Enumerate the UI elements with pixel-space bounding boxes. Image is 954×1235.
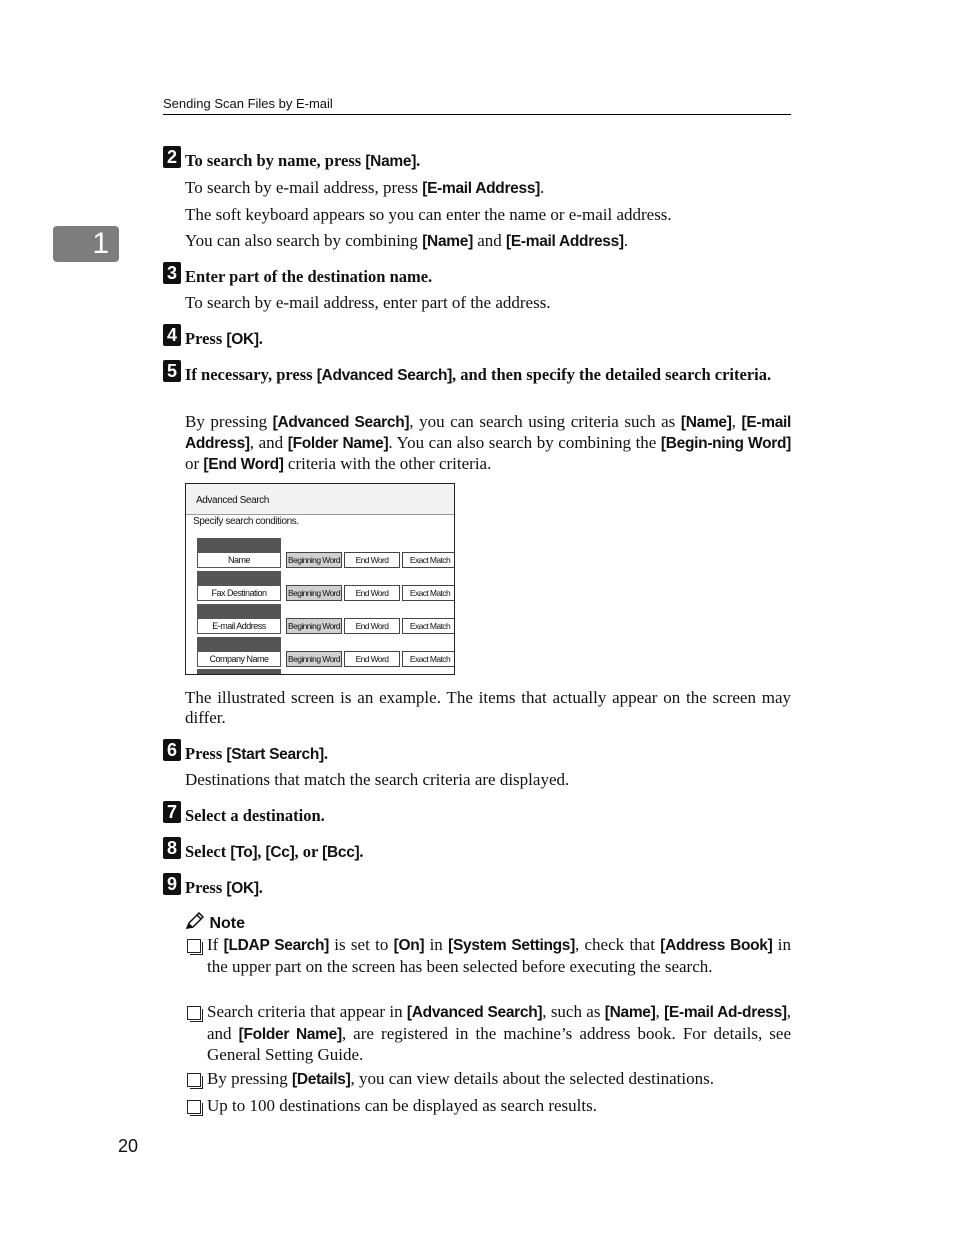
criteria-row (197, 604, 455, 634)
exact-match-button: Exact Match (402, 552, 455, 568)
note-item: If [LDAP Search] is set to [On] in [System Settings], check that [Address Book] in the upper part on the screen has been selected before executing the search. (207, 935, 791, 976)
field-button: Company Name (197, 651, 281, 667)
checkbox-bullet (187, 1006, 201, 1020)
beginning-word-button: Beginning Word (286, 585, 342, 601)
note-item: By pressing [Details], you can view details about the selected destinations. (207, 1069, 714, 1088)
checkbox-bullet (187, 1100, 201, 1114)
step-heading: Press [OK]. (185, 878, 263, 897)
step-number: 7 (163, 801, 181, 823)
step-number: 5 (163, 360, 181, 382)
step-heading: Press [OK]. (185, 329, 263, 348)
step-number: 4 (163, 324, 181, 346)
field-label-bar (197, 669, 281, 675)
step-heading: Enter part of the destination name. (185, 267, 433, 286)
criteria-row (197, 637, 455, 667)
note-heading: Note (185, 912, 245, 933)
field-button: E-mail Address (197, 618, 281, 634)
step-heading: If necessary, press [Advanced Search], and then specify the detailed search criteria. (185, 365, 772, 384)
field-label-bar (197, 571, 281, 585)
header-rule (163, 114, 791, 115)
step-body: To search by e-mail address, press [E-mail Address]. (185, 178, 545, 197)
step-body: The illustrated screen is an example. The items that actually appear on the screen may differ. (185, 688, 791, 727)
end-word-button: End Word (344, 618, 400, 634)
step-number: 6 (163, 739, 181, 761)
exact-match-button: Exact Match (402, 651, 455, 667)
step-number: 9 (163, 873, 181, 895)
chapter-tab: 1 (53, 226, 119, 262)
beginning-word-button: Beginning Word (286, 618, 342, 634)
checkbox-bullet (187, 939, 201, 953)
step-heading: To search by name, press [Name]. (185, 151, 421, 170)
screen-title: Advanced Search (186, 484, 454, 515)
exact-match-button: Exact Match (402, 618, 455, 634)
running-header: Sending Scan Files by E-mail (163, 96, 333, 111)
field-label-bar (197, 538, 281, 552)
step-heading: Press [Start Search]. (185, 744, 328, 763)
step-number: 8 (163, 837, 181, 859)
field-label-bar (197, 604, 281, 618)
step-body: Destinations that match the search criteria are displayed. (185, 770, 570, 789)
field-label-bar (197, 637, 281, 651)
step-body: To search by e-mail address, enter part of the address. (185, 293, 551, 312)
step-body: You can also search by combining [Name] and [E-mail Address]. (185, 231, 629, 250)
step-body: By pressing [Advanced Search], you can search using criteria such as [Name], [E-mail Address], and [Folder Name]. You can also search by combining the [Begin-ning Word] or [End Word] criteria with the other criteria. (185, 412, 792, 473)
field-button: Fax Destination (197, 585, 281, 601)
step-number: 3 (163, 262, 181, 284)
note-item: Search criteria that appear in [Advanced Search], such as [Name], [E-mail Ad-dress], and [Folder Name], are registered in the machine’s address book. For details, see General Setting Guide. (207, 1002, 792, 1064)
end-word-button: End Word (344, 651, 400, 667)
step-number: 2 (163, 146, 181, 168)
beginning-word-button: Beginning Word (286, 552, 342, 568)
note-item: Up to 100 destinations can be displayed as search results. (207, 1096, 597, 1115)
screen-subtitle: Specify search conditions. (193, 516, 299, 527)
step-heading: Select a destination. (185, 806, 325, 825)
exact-match-button: Exact Match (402, 585, 455, 601)
pencil-icon (185, 912, 205, 930)
beginning-word-button: Beginning Word (286, 651, 342, 667)
step-body: The soft keyboard appears so you can enter the name or e-mail address. (185, 205, 672, 224)
page-number: 20 (118, 1136, 139, 1156)
criteria-row (197, 538, 455, 568)
field-button: Name (197, 552, 281, 568)
end-word-button: End Word (344, 552, 400, 568)
advanced-search-screenshot (185, 483, 455, 675)
step-heading: Select [To], [Cc], or [Bcc]. (185, 842, 364, 861)
criteria-row (197, 571, 455, 601)
end-word-button: End Word (344, 585, 400, 601)
checkbox-bullet (187, 1073, 201, 1087)
